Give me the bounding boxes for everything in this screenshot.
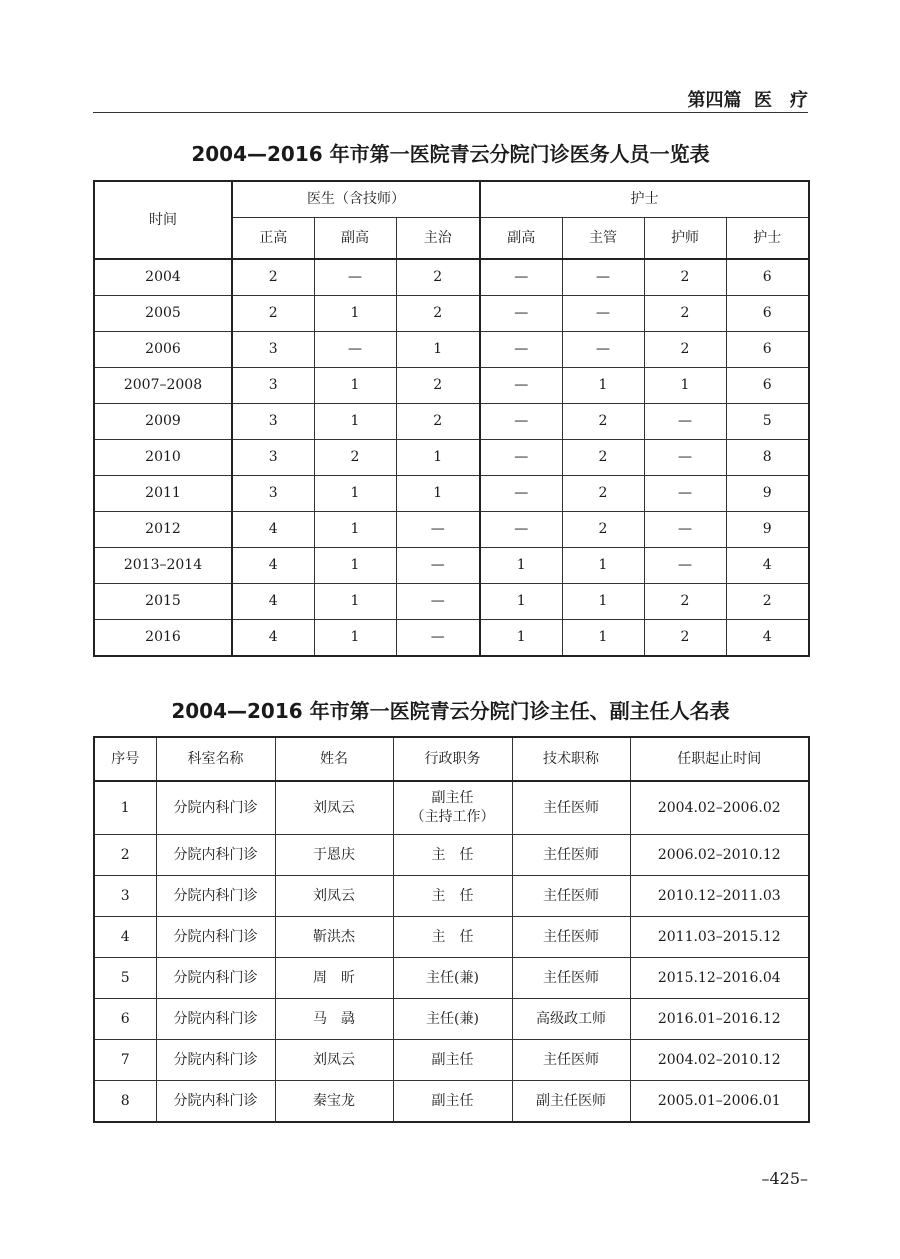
count-cell: — — [644, 512, 726, 548]
count-cell: 1 — [314, 404, 396, 440]
index-cell: 7 — [94, 1040, 156, 1081]
sub-header: 正高 — [232, 218, 314, 260]
table-row — [94, 512, 809, 548]
term-cell: 2006.02–2010.12 — [630, 835, 809, 876]
sub-header: 副高 — [480, 218, 562, 260]
count-cell: — — [644, 404, 726, 440]
director-table — [93, 736, 810, 1123]
year-cell: 2005 — [94, 296, 232, 332]
count-cell: 1 — [396, 476, 480, 512]
year-cell: 2006 — [94, 332, 232, 368]
header-cell: 行政职务 — [393, 737, 512, 781]
count-cell: 2 — [314, 440, 396, 476]
title-cell: 主任医师 — [512, 781, 630, 835]
count-cell: 2 — [396, 296, 480, 332]
term-cell: 2015.12–2016.04 — [630, 958, 809, 999]
table-row — [94, 876, 809, 917]
department-cell: 分院内科门诊 — [156, 917, 275, 958]
name-cell: 靳洪杰 — [275, 917, 393, 958]
index-cell: 5 — [94, 958, 156, 999]
table-row — [94, 584, 809, 620]
header-cell: 任职起止时间 — [630, 737, 809, 781]
count-cell: 4 — [232, 584, 314, 620]
name-cell: 马 骉 — [275, 999, 393, 1040]
department-cell: 分院内科门诊 — [156, 958, 275, 999]
name-cell: 刘凤云 — [275, 876, 393, 917]
count-cell: — — [314, 332, 396, 368]
sub-header: 主管 — [562, 218, 644, 260]
count-cell: 2 — [562, 404, 644, 440]
sub-header: 护师 — [644, 218, 726, 260]
year-cell: 2007–2008 — [94, 368, 232, 404]
title-cell: 主任医师 — [512, 917, 630, 958]
doctors-group-header: 医生（含技师） — [232, 181, 480, 218]
count-cell: 4 — [232, 620, 314, 657]
year-cell: 2011 — [94, 476, 232, 512]
count-cell: 9 — [726, 476, 809, 512]
count-cell: 1 — [314, 620, 396, 657]
count-cell: 1 — [314, 548, 396, 584]
count-cell: — — [480, 404, 562, 440]
staff-table-title: 2004—2016 年市第一医院青云分院门诊医务人员一览表 — [191, 142, 710, 166]
table-row — [94, 1040, 809, 1081]
table-row — [94, 1081, 809, 1123]
post-cell — [393, 781, 512, 835]
count-cell: 6 — [726, 259, 809, 296]
count-cell: 2 — [644, 584, 726, 620]
sub-header: 护士 — [726, 218, 809, 260]
count-cell: — — [480, 332, 562, 368]
count-cell: 4 — [726, 548, 809, 584]
chapter-label: 医 疗 — [754, 90, 808, 111]
count-cell: 2 — [396, 259, 480, 296]
table-row — [94, 440, 809, 476]
name-cell: 周 昕 — [275, 958, 393, 999]
director-table-title: 2004—2016 年市第一医院青云分院门诊主任、副主任人名表 — [171, 699, 730, 723]
post-cell: 副主任 — [393, 1081, 512, 1123]
table-row — [94, 332, 809, 368]
post-line: 副主任 — [431, 790, 474, 807]
index-cell: 4 — [94, 917, 156, 958]
year-cell: 2010 — [94, 440, 232, 476]
title-cell: 主任医师 — [512, 958, 630, 999]
count-cell: 2 — [644, 332, 726, 368]
table-row — [94, 404, 809, 440]
post-cell: 主任(兼) — [393, 958, 512, 999]
count-cell: — — [396, 548, 480, 584]
count-cell: 1 — [480, 620, 562, 657]
index-cell: 3 — [94, 876, 156, 917]
count-cell: — — [480, 476, 562, 512]
year-cell: 2004 — [94, 259, 232, 296]
index-cell: 2 — [94, 835, 156, 876]
department-cell: 分院内科门诊 — [156, 835, 275, 876]
year-cell: 2012 — [94, 512, 232, 548]
title-cell: 主任医师 — [512, 1040, 630, 1081]
count-cell: 3 — [232, 368, 314, 404]
title-cell: 副主任医师 — [512, 1081, 630, 1123]
count-cell: 3 — [232, 332, 314, 368]
count-cell: — — [396, 620, 480, 657]
table-row — [94, 999, 809, 1040]
title-cell: 高级政工师 — [512, 999, 630, 1040]
department-cell: 分院内科门诊 — [156, 876, 275, 917]
sub-header: 主治 — [396, 218, 480, 260]
table-row — [94, 476, 809, 512]
table-row — [94, 620, 809, 657]
count-cell: 5 — [726, 404, 809, 440]
count-cell: 1 — [396, 332, 480, 368]
count-cell: 2 — [562, 512, 644, 548]
count-cell: — — [480, 512, 562, 548]
index-cell: 6 — [94, 999, 156, 1040]
term-cell: 2010.12–2011.03 — [630, 876, 809, 917]
post-cell: 主 任 — [393, 876, 512, 917]
count-cell: — — [644, 440, 726, 476]
count-cell: 1 — [314, 296, 396, 332]
count-cell: — — [644, 476, 726, 512]
table-row — [94, 259, 809, 296]
term-cell: 2004.02–2006.02 — [630, 781, 809, 835]
count-cell: 1 — [480, 584, 562, 620]
count-cell: — — [480, 368, 562, 404]
year-cell: 2013–2014 — [94, 548, 232, 584]
header-cell: 技术职称 — [512, 737, 630, 781]
title-cell: 主任医师 — [512, 876, 630, 917]
count-cell: 1 — [562, 620, 644, 657]
count-cell: 2 — [644, 259, 726, 296]
post-cell: 主 任 — [393, 917, 512, 958]
title-cell: 主任医师 — [512, 835, 630, 876]
time-header: 时间 — [94, 181, 232, 259]
term-cell: 2005.01–2006.01 — [630, 1081, 809, 1123]
count-cell: 1 — [314, 476, 396, 512]
header-cell: 科室名称 — [156, 737, 275, 781]
count-cell: — — [562, 296, 644, 332]
count-cell: 1 — [480, 548, 562, 584]
department-cell: 分院内科门诊 — [156, 999, 275, 1040]
term-cell: 2004.02–2010.12 — [630, 1040, 809, 1081]
count-cell: 2 — [644, 620, 726, 657]
department-cell: 分院内科门诊 — [156, 1081, 275, 1123]
staff-table — [93, 180, 810, 657]
count-cell: 1 — [562, 368, 644, 404]
table-row — [94, 781, 809, 835]
count-cell: 2 — [396, 404, 480, 440]
term-cell: 2016.01–2016.12 — [630, 999, 809, 1040]
count-cell: — — [396, 512, 480, 548]
count-cell: 2 — [644, 296, 726, 332]
table-row — [94, 548, 809, 584]
table-row — [94, 958, 809, 999]
count-cell: 1 — [314, 584, 396, 620]
running-head — [93, 86, 808, 113]
header-cell: 序号 — [94, 737, 156, 781]
table-row — [94, 917, 809, 958]
count-cell: 3 — [232, 440, 314, 476]
count-cell: — — [480, 440, 562, 476]
count-cell: 2 — [232, 296, 314, 332]
count-cell: 1 — [314, 368, 396, 404]
count-cell: 1 — [396, 440, 480, 476]
post-cell: 主 任 — [393, 835, 512, 876]
header-cell: 姓名 — [275, 737, 393, 781]
name-cell: 于恩庆 — [275, 835, 393, 876]
count-cell: — — [562, 332, 644, 368]
sub-header: 副高 — [314, 218, 396, 260]
post-cell: 主任(兼) — [393, 999, 512, 1040]
count-cell: — — [644, 548, 726, 584]
count-cell: — — [480, 296, 562, 332]
count-cell: 4 — [232, 548, 314, 584]
table-row — [94, 368, 809, 404]
table-row — [94, 835, 809, 876]
nurses-group-header: 护士 — [480, 181, 809, 218]
count-cell: — — [314, 259, 396, 296]
count-cell: — — [396, 584, 480, 620]
count-cell: 4 — [726, 620, 809, 657]
department-cell: 分院内科门诊 — [156, 781, 275, 835]
part-label: 第四篇 — [687, 90, 742, 111]
department-cell: 分院内科门诊 — [156, 1040, 275, 1081]
name-cell: 刘凤云 — [275, 1040, 393, 1081]
name-cell: 刘凤云 — [275, 781, 393, 835]
year-cell: 2009 — [94, 404, 232, 440]
count-cell: 6 — [726, 332, 809, 368]
count-cell: — — [562, 259, 644, 296]
count-cell: 2 — [562, 440, 644, 476]
post-line: （主持工作） — [410, 809, 495, 825]
count-cell: — — [480, 259, 562, 296]
count-cell: 2 — [232, 259, 314, 296]
index-cell: 8 — [94, 1081, 156, 1123]
count-cell: 1 — [562, 584, 644, 620]
count-cell: 8 — [726, 440, 809, 476]
count-cell: 2 — [562, 476, 644, 512]
count-cell: 1 — [314, 512, 396, 548]
count-cell: 1 — [562, 548, 644, 584]
post-cell: 副主任 — [393, 1040, 512, 1081]
count-cell: 9 — [726, 512, 809, 548]
page-number: –425– — [761, 1169, 808, 1188]
count-cell: 6 — [726, 368, 809, 404]
index-cell: 1 — [94, 781, 156, 835]
count-cell: 2 — [396, 368, 480, 404]
count-cell: 6 — [726, 296, 809, 332]
count-cell: 3 — [232, 476, 314, 512]
count-cell: 1 — [644, 368, 726, 404]
year-cell: 2015 — [94, 584, 232, 620]
count-cell: 4 — [232, 512, 314, 548]
table-row — [94, 296, 809, 332]
name-cell: 秦宝龙 — [275, 1081, 393, 1123]
year-cell: 2016 — [94, 620, 232, 657]
term-cell: 2011.03–2015.12 — [630, 917, 809, 958]
count-cell: 2 — [726, 584, 809, 620]
count-cell: 3 — [232, 404, 314, 440]
